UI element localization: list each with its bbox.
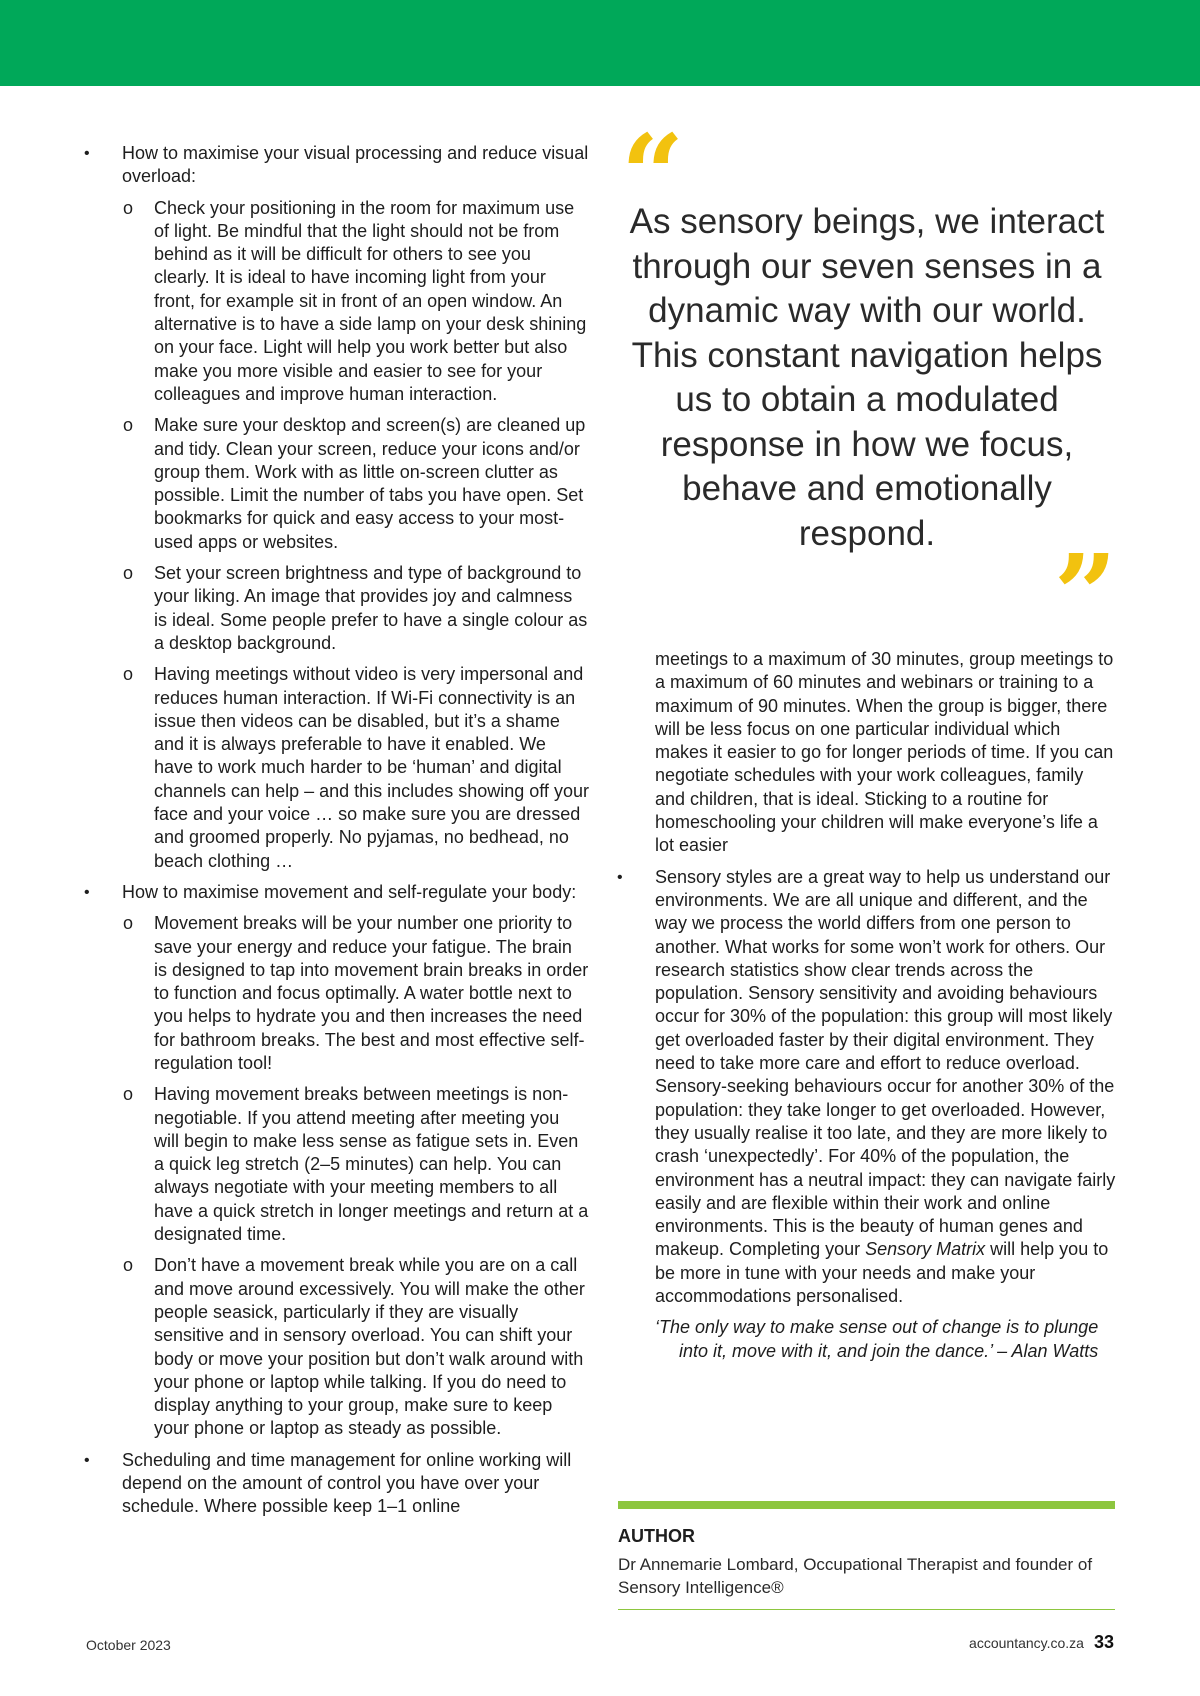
sub-text: Set your screen brightness and type of background to your liking. An image that provides joy and calmness is ideal. Some people prefer to have a single colour as a desktop background. [154, 563, 588, 653]
author-heading: AUTHOR [618, 1526, 695, 1546]
right-body-text [617, 648, 1117, 1363]
bullet-text [655, 866, 1117, 1309]
bullet-text: Scheduling and time management for online working will depend on the amount of control you have over your schedule. Where possible keep 1–1 online [122, 1449, 572, 1517]
bullet-item [84, 1449, 589, 1519]
sub-item [122, 1254, 589, 1440]
bullet-marker: • [617, 868, 623, 886]
sub-marker: o [123, 197, 134, 218]
pull-quote: As sensory beings, we interact through our seven senses in a dynamic way with our world. This constant navigation helps us to obtain a modulated response in how we focus, behave and emotionally respond. [629, 202, 1105, 553]
open-quote-mark-icon: “ [621, 110, 685, 239]
sub-item [122, 912, 589, 1075]
sub-marker: o [123, 415, 134, 436]
bullet-item [84, 142, 589, 873]
author-bio: Dr Annemarie Lombard, Occupational Therapist and founder of Sensory Intelligence® [618, 1555, 1093, 1597]
bullet-text: How to maximise movement and self-regulate your body: [122, 881, 577, 902]
header-color-bar [0, 0, 1200, 86]
sub-text: Make sure your desktop and screen(s) are cleaned up and tidy. Clean your screen, reduce your icons and/or group them. Work with as little on-screen clutter as possible. Limit the number of tabs you have open. Set bookmarks for quick and easy access to your most-used apps or websites. [154, 415, 586, 552]
sub-text: Movement breaks will be your number one priority to save your energy and reduce your fatigue. The brain is designed to tap into movement brain breaks in order to function and focus optimally. A water bottle next to you helps to hydrate you and then increases the need for bathroom breaks. The best and most effective self-regulation tool! [154, 913, 589, 1073]
sub-item [122, 1083, 589, 1246]
sub-text: Don’t have a movement break while you are on a call and move around excessively. You will make the other people seasick, particularly if they are visually sensitive and in sensory overload. You can shift your body or move your position but don’t walk around with your phone or laptop while talking. If you do need to display anything to your group, make sure to keep your phone or laptop as steady as possible. [154, 1255, 585, 1439]
closing-quote-line: ‘The only way to make sense out of change is to plunge [655, 1317, 1099, 1338]
footer-right [969, 1632, 1114, 1653]
continued-paragraph: meetings to a maximum of 30 minutes, group meetings to a maximum of 60 minutes and webinars or training to a maximum of 90 minutes. When the group is bigger, there will be less focus on one particular individual which makes it easier to go for longer periods of time. If you can negotiate schedules with your work colleagues, family and children, that is ideal. Sticking to a routine for homeschooling your children will make everyone’s life a lot easier [655, 649, 1114, 856]
sub-marker: o [123, 664, 134, 685]
sensory-matrix-italic: Sensory Matrix [865, 1239, 986, 1260]
sub-text: Having movement breaks between meetings is non-negotiable. If you attend meeting after meeting you will begin to make less sense as fatigue sets in. Even a quick leg stretch (2–5 minutes) can help. You can always negotiate with your meeting members to all have a quick stretch in longer meetings and return at a designated time. [154, 1084, 589, 1245]
footer-date: October 2023 [86, 1637, 171, 1653]
closing-quote [617, 1316, 1117, 1363]
sub-text: Check your positioning in the room for maximum use of light. Be mindful that the light should not be from behind as it will be difficult for others to see you clearly. It is ideal to have incoming light from your front, for example sit in front of an open window. An alternative is to have a side lamp on your desk shining on your face. Light will help you work better but also make you more visible and easier to see for your colleagues and improve human interaction. [154, 197, 587, 404]
left-column [84, 142, 589, 1527]
closing-quote-line: into it, move with it, and join the dance.’ – Alan Watts [679, 1340, 1099, 1361]
page-number: 33 [1093, 1632, 1114, 1652]
author-bottom-divider [618, 1609, 1115, 1610]
bullet-marker: • [84, 883, 90, 901]
bullet-marker: • [84, 1451, 90, 1469]
sub-marker: o [123, 913, 134, 934]
bullet-text: How to maximise your visual processing and reduce visual overload: [122, 143, 589, 187]
sub-item [122, 562, 589, 655]
bullet-text-part: Sensory styles are a great way to help us understand our environments. We are all unique and different, and the way we process the world differs from one person to another. What works for some won’t work for others. Our research statistics show clear trends across the population. Sensory sensitivity and avoiding behaviours occur for 30% of the population: this group will most likely get overloaded faster by their digital environment. They need to take more care and effort to reduce overload. Sensory-seeking behaviours occur for another 30% of the population: they take longer to get overloaded. However, they usually realise it too late, and they are more likely to crash ‘unexpectedly’. For 40% of the population, the environment has a neutral impact: they can navigate fairly easily and are flexible within their work and online environments. This is the beauty of human genes and makeup. Completing your [655, 866, 1116, 1260]
sub-marker: o [123, 1084, 134, 1105]
bullet-item [617, 866, 1117, 1309]
footer-site-link[interactable]: accountancy.co.za [969, 1635, 1084, 1651]
bullet-marker: • [84, 145, 90, 162]
bullet-item [84, 881, 589, 1441]
author-divider [618, 1501, 1115, 1509]
sub-marker: o [123, 1255, 134, 1276]
sub-item [122, 663, 589, 873]
sub-text: Having meetings without video is very impersonal and reduces human interaction. If Wi-Fi connectivity is an issue then videos can be disabled, but it’s a shame and it is always preferable to have it enabled. We have to work much harder to be ‘human’ and digital channels can help – and this includes showing off your face and your voice … so make sure you are dressed and groomed properly. No pyjamas, no bedhead, no beach clothing … [154, 664, 589, 871]
sub-item [122, 414, 589, 554]
sub-item [122, 197, 589, 407]
close-quote-mark-icon: ” [1053, 530, 1117, 659]
sub-marker: o [123, 563, 134, 584]
bullet-text-part: will help you to be more in tune with your needs and make your accommodations personalised. [655, 1239, 1109, 1307]
